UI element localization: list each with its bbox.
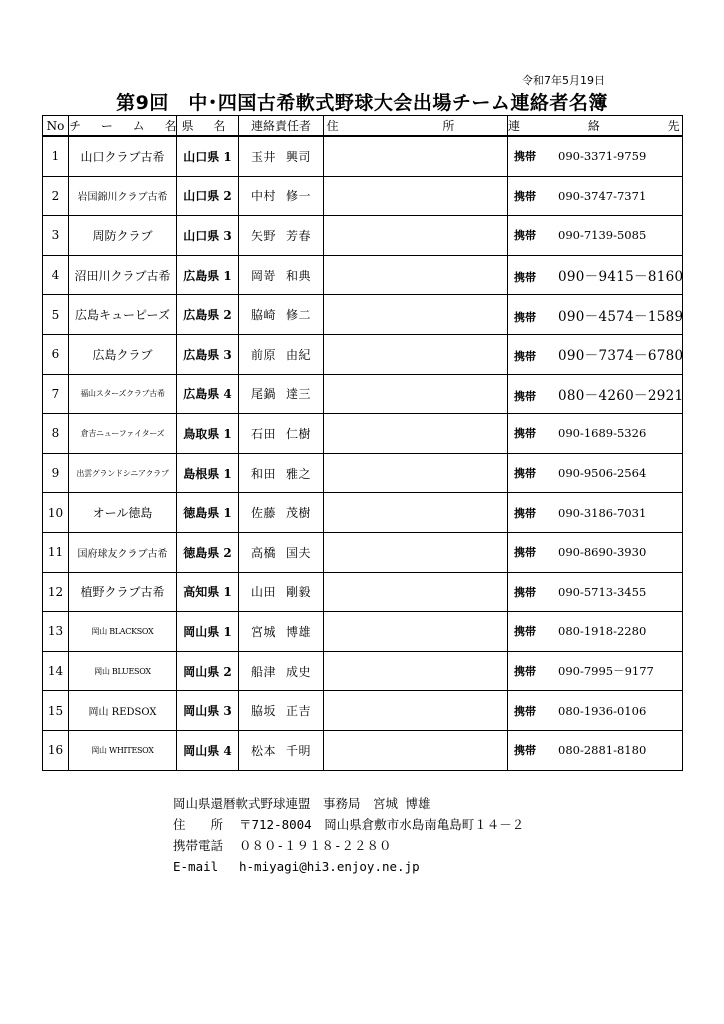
contact-person xyxy=(239,572,324,612)
person-surname: 前原 xyxy=(250,347,276,362)
table-row xyxy=(43,572,683,612)
address-cell xyxy=(324,136,508,176)
header-pref: 県 名 xyxy=(177,116,239,137)
document-title: 第9回 中･四国古希軟式野球大会出場チーム連絡者名簿 xyxy=(116,92,608,114)
phone-type: 携帯 xyxy=(514,229,536,243)
row-number: 16 xyxy=(43,730,69,770)
row-number: 11 xyxy=(43,532,69,572)
team-name: 広島キューピーズ xyxy=(69,295,177,335)
prefecture: 徳島県 1 xyxy=(177,493,239,533)
contact-person xyxy=(239,691,324,731)
row-number: 2 xyxy=(43,176,69,216)
phone-type: 携帯 xyxy=(514,585,536,599)
team-name: 広島クラブ xyxy=(69,334,177,374)
footer-address-label: 住 所 xyxy=(173,817,224,832)
address-cell xyxy=(324,216,508,256)
address-cell xyxy=(324,532,508,572)
person-surname: 和田 xyxy=(250,466,276,481)
contact-cell xyxy=(508,216,683,256)
phone-number: 090-5713-3455 xyxy=(558,584,647,599)
contact-cell xyxy=(508,414,683,454)
table-row xyxy=(43,374,683,414)
person-surname: 高橋 xyxy=(250,545,276,560)
contact-person xyxy=(239,216,324,256)
phone-number: 090-7995－9177 xyxy=(558,664,654,679)
header-address: 住 所 xyxy=(324,116,508,137)
person-surname: 船津 xyxy=(250,664,276,679)
address-cell xyxy=(324,176,508,216)
person-given-name: 雅之 xyxy=(286,466,312,481)
row-number: 14 xyxy=(43,651,69,691)
phone-number: 090-3186-7031 xyxy=(558,505,647,520)
row-number: 5 xyxy=(43,295,69,335)
person-surname: 矢野 xyxy=(250,228,276,243)
row-number: 1 xyxy=(43,136,69,176)
prefecture: 岡山県 3 xyxy=(177,691,239,731)
person-given-name: 茂樹 xyxy=(286,506,312,521)
phone-number: 080-2881-8180 xyxy=(558,743,647,758)
row-number: 12 xyxy=(43,572,69,612)
contact-cell xyxy=(508,691,683,731)
prefecture: 山口県 3 xyxy=(177,216,239,256)
contact-person xyxy=(239,414,324,454)
table-row xyxy=(43,136,683,176)
header-person: 連絡責任者 xyxy=(239,116,324,137)
prefecture: 高知県 1 xyxy=(177,572,239,612)
phone-type: 携帯 xyxy=(514,546,536,560)
contact-cell xyxy=(508,176,683,216)
phone-type: 携帯 xyxy=(514,271,536,285)
address-cell xyxy=(324,414,508,454)
phone-type: 携帯 xyxy=(514,506,536,520)
address-cell xyxy=(324,374,508,414)
address-cell xyxy=(324,572,508,612)
contact-person xyxy=(239,136,324,176)
contact-cell xyxy=(508,374,683,414)
table-row xyxy=(43,414,683,454)
team-name: 岡山 BLACKSOX xyxy=(69,612,177,652)
phone-number: 080-1936-0106 xyxy=(558,703,647,718)
table-row xyxy=(43,176,683,216)
contact-person xyxy=(239,255,324,295)
phone-number: 090-9506-2564 xyxy=(558,466,647,481)
phone-number: 090－7374－6780 xyxy=(558,348,684,365)
footer-address: 〒712-8004 岡山県倉敷市水島南亀島町１４－２ xyxy=(239,817,525,832)
phone-number: 090-3371-9759 xyxy=(558,149,647,164)
contact-cell xyxy=(508,651,683,691)
row-number: 10 xyxy=(43,493,69,533)
contact-cell xyxy=(508,612,683,652)
person-given-name: 国夫 xyxy=(286,545,312,560)
person-surname: 宮城 xyxy=(250,624,276,639)
team-name: オール徳島 xyxy=(69,493,177,533)
contact-person xyxy=(239,493,324,533)
phone-type: 携帯 xyxy=(514,665,536,679)
contact-cell xyxy=(508,136,683,176)
team-name: 出雲グランドシニアクラブ xyxy=(69,453,177,493)
prefecture: 広島県 2 xyxy=(177,295,239,335)
address-cell xyxy=(324,612,508,652)
row-number: 13 xyxy=(43,612,69,652)
address-cell xyxy=(324,691,508,731)
contact-cell xyxy=(508,493,683,533)
prefecture: 広島県 3 xyxy=(177,334,239,374)
person-surname: 脇崎 xyxy=(250,308,276,323)
person-surname: 中村 xyxy=(250,189,276,204)
table-row xyxy=(43,453,683,493)
footer-email-label: E-mail xyxy=(173,859,219,874)
table-row xyxy=(43,334,683,374)
phone-number: 090－4574－1589 xyxy=(558,308,684,325)
address-cell xyxy=(324,453,508,493)
table-row xyxy=(43,612,683,652)
phone-type: 携帯 xyxy=(514,467,536,481)
prefecture: 山口県 2 xyxy=(177,176,239,216)
contact-person xyxy=(239,295,324,335)
person-given-name: 達三 xyxy=(286,387,312,402)
prefecture: 岡山県 4 xyxy=(177,730,239,770)
person-given-name: 博雄 xyxy=(286,624,312,639)
footer-phone-row xyxy=(173,835,524,856)
team-name: 岡山 BLUESOX xyxy=(69,651,177,691)
row-number: 8 xyxy=(43,414,69,454)
address-cell xyxy=(324,255,508,295)
phone-type: 携帯 xyxy=(514,350,536,364)
person-given-name: 修二 xyxy=(286,308,312,323)
contact-cell xyxy=(508,453,683,493)
phone-type: 携帯 xyxy=(514,389,536,403)
table-row xyxy=(43,216,683,256)
contact-person xyxy=(239,374,324,414)
person-surname: 山田 xyxy=(250,585,276,600)
person-surname: 石田 xyxy=(250,426,276,441)
table-row xyxy=(43,295,683,335)
person-surname: 脇坂 xyxy=(250,704,276,719)
phone-number: 090-1689-5326 xyxy=(558,426,647,441)
prefecture: 広島県 1 xyxy=(177,255,239,295)
table-row xyxy=(43,493,683,533)
contact-person xyxy=(239,651,324,691)
prefecture: 広島県 4 xyxy=(177,374,239,414)
person-surname: 岡嵜 xyxy=(250,268,276,283)
phone-number: 090-8690-3930 xyxy=(558,545,647,560)
prefecture: 山口県 1 xyxy=(177,136,239,176)
person-surname: 松本 xyxy=(250,743,276,758)
address-cell xyxy=(324,493,508,533)
contact-cell xyxy=(508,295,683,335)
contact-person xyxy=(239,453,324,493)
row-number: 4 xyxy=(43,255,69,295)
phone-type: 携帯 xyxy=(514,744,536,758)
team-name: 倉吉ニューファイターズ xyxy=(69,414,177,454)
header-contact: 連 絡 先 xyxy=(508,116,683,137)
person-given-name: 千明 xyxy=(286,743,312,758)
footer-email: h-miyagi@hi3.enjoy.ne.jp xyxy=(239,859,420,874)
person-given-name: 正吉 xyxy=(286,704,312,719)
header-no: No xyxy=(43,116,69,137)
contact-person xyxy=(239,730,324,770)
prefecture: 岡山県 1 xyxy=(177,612,239,652)
prefecture: 島根県 1 xyxy=(177,453,239,493)
prefecture: 鳥取県 1 xyxy=(177,414,239,454)
address-cell xyxy=(324,651,508,691)
person-given-name: 成史 xyxy=(286,664,312,679)
contact-roster-table xyxy=(42,115,712,771)
team-name: 岡山 WHITESOX xyxy=(69,730,177,770)
team-name: 岩国錦川クラブ古希 xyxy=(69,176,177,216)
contact-cell xyxy=(508,334,683,374)
table-header-row xyxy=(43,116,683,137)
phone-type: 携帯 xyxy=(514,150,536,164)
row-number: 15 xyxy=(43,691,69,731)
footer-phone: ０８０-１９１８-２２８０ xyxy=(239,838,392,853)
phone-type: 携帯 xyxy=(514,704,536,718)
prefecture: 徳島県 2 xyxy=(177,532,239,572)
phone-type: 携帯 xyxy=(514,310,536,324)
team-name: 国府球友クラブ古希 xyxy=(69,532,177,572)
contact-person xyxy=(239,176,324,216)
person-given-name: 興司 xyxy=(286,149,312,164)
row-number: 3 xyxy=(43,216,69,256)
person-given-name: 修一 xyxy=(286,189,312,204)
phone-number: 080－4260－2921 xyxy=(558,387,684,404)
team-name: 福山スターズクラブ古希 xyxy=(69,374,177,414)
table-row xyxy=(43,730,683,770)
person-given-name: 由紀 xyxy=(286,347,312,362)
contact-person xyxy=(239,334,324,374)
contact-cell xyxy=(508,255,683,295)
team-name: 周防クラブ xyxy=(69,216,177,256)
person-given-name: 剛毅 xyxy=(286,585,312,600)
team-name: 沼田川クラブ古希 xyxy=(69,255,177,295)
contact-cell xyxy=(508,730,683,770)
contact-cell xyxy=(508,532,683,572)
phone-number: 080-1918-2280 xyxy=(558,624,647,639)
footer-phone-label: 携帯電話 xyxy=(173,838,224,853)
row-number: 7 xyxy=(43,374,69,414)
footer-contact-info xyxy=(173,793,524,877)
footer-org: 岡山県還暦軟式野球連盟 事務局 宮城 博雄 xyxy=(173,796,431,811)
table-row xyxy=(43,651,683,691)
phone-number: 090-7139-5085 xyxy=(558,228,647,243)
person-surname: 尾鍋 xyxy=(250,387,276,402)
person-surname: 佐藤 xyxy=(250,506,276,521)
contact-cell xyxy=(508,572,683,612)
contact-person xyxy=(239,532,324,572)
person-given-name: 仁樹 xyxy=(286,426,312,441)
person-given-name: 芳春 xyxy=(286,228,312,243)
roster-body xyxy=(43,136,683,770)
address-cell xyxy=(324,730,508,770)
footer-address-row xyxy=(173,814,524,835)
team-name: 山口クラブ古希 xyxy=(69,136,177,176)
address-cell xyxy=(324,295,508,335)
phone-type: 携帯 xyxy=(514,427,536,441)
row-number: 6 xyxy=(43,334,69,374)
document-date: 令和7年5月19日 xyxy=(522,74,605,87)
row-number: 9 xyxy=(43,453,69,493)
team-name: 植野クラブ古希 xyxy=(69,572,177,612)
table-row xyxy=(43,532,683,572)
address-cell xyxy=(324,334,508,374)
table-row xyxy=(43,255,683,295)
phone-type: 携帯 xyxy=(514,189,536,203)
phone-type: 携帯 xyxy=(514,625,536,639)
header-team: チ ー ム 名 xyxy=(69,116,177,137)
person-surname: 玉井 xyxy=(250,149,276,164)
team-name: 岡山 REDSOX xyxy=(69,691,177,731)
table-row xyxy=(43,691,683,731)
person-given-name: 和典 xyxy=(286,268,312,283)
contact-person xyxy=(239,612,324,652)
footer-email-row xyxy=(173,856,524,877)
phone-number: 090-3747-7371 xyxy=(558,188,647,203)
prefecture: 岡山県 2 xyxy=(177,651,239,691)
phone-number: 090－9415－8160 xyxy=(558,269,684,286)
